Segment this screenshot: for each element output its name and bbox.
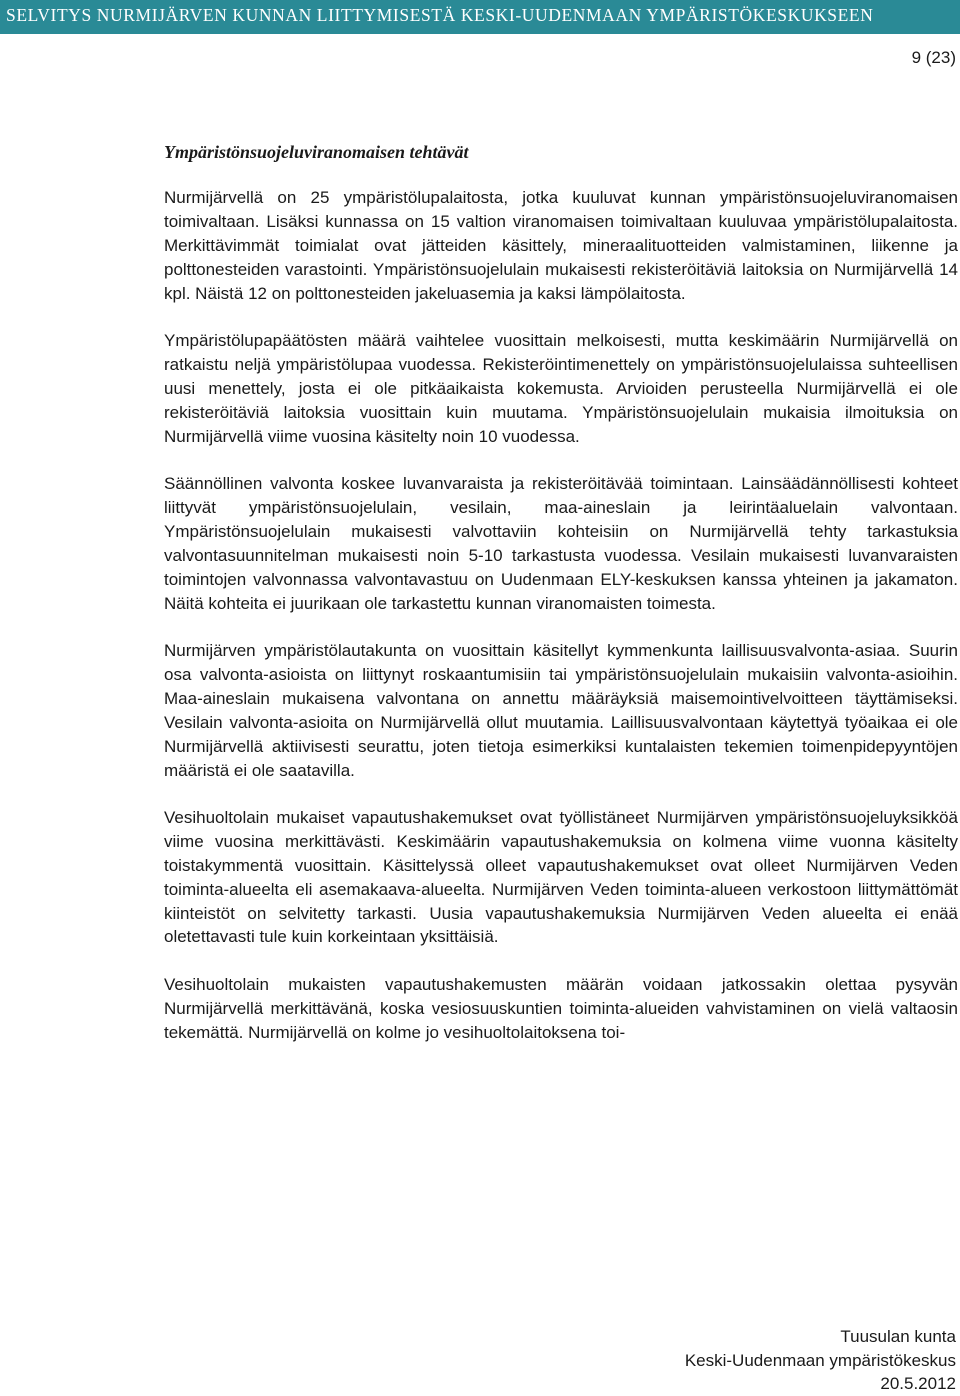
paragraph-4: Nurmijärven ympäristölautakunta on vuosittain käsitellyt kymmenkunta laillisuusvalvonta-asiaa. Suurin osa valvonta-asioista on liittynyt roskaantumisiin tai ympäristönsuojelulain mukaisiin valvonta-asioihin. Maa-aineslain mukaisena valvontana on annettu määräyksiä maisemointivelvoitteen täyttämiseksi. Vesilain valvonta-asioita on Nurmijärvellä ollut muutamia. Laillisuusvalvontaan käytettyä työaikaa ei ole Nurmijärvellä aktiivisesti seurattu, joten tietoja esimerkiksi kuntalaisten tekemien toimenpidepyyntöjen määristä ei ole saatavilla. (164, 641, 958, 780)
footer-organization: Keski-Uudenmaan ympäristökeskus (684, 1350, 956, 1370)
header-band (0, 0, 960, 34)
paragraph-6: Vesihuoltolain mukaisten vapautushakemusten määrän voidaan jatkossakin olettaa pysyvän Nurmijärvellä merkittävänä, koska vesiosuuskuntien toiminta-alueiden vahvistaminen on vielä valtaosin tekemättä. Nurmijärvellä on kolme jo vesihuoltolaitoksena toi- (164, 974, 958, 1042)
page-number: 9 (23) (911, 48, 956, 67)
paragraph-2: Ympäristölupapäätösten määrä vaihtelee vuosittain melkoisesti, mutta keskimäärin Nurmijärvellä on ratkaistu neljä ympäristölupaa vuodessa. Rekisteröintimenettely on ympäristönsuojelulaissa suhteellisen uusi menettely, josta ei ole pitkäaikaista kokemusta. Arvioiden perusteella Nurmijärvellä ei ole rekisteröitäviä laitoksia vuosittain kuin muutama. Ympäristönsuojelulain mukaisia ilmoituksia on Nurmijärvellä viime vuosina käsitelty noin 10 vuodessa. (164, 331, 958, 446)
footer-municipality: Tuusulan kunta (840, 1327, 956, 1346)
paragraph-1: Nurmijärvellä on 25 ympäristölupalaitosta, jotka kuuluvat kunnan ympäristönsuojeluviranomaisen toimivaltaan. Lisäksi kunnassa on 15 valtion viranomaisen toimivaltaan kuuluvaa ympäristölupalaitosta. Merkittävimmät toimialat ovat jätteiden käsittely, mineraalituotteiden valmistaminen, liikenne ja polttonesteiden varastointi. Ympäristönsuojelulain mukaisesti rekisteröitäviä laitoksia on Nurmijärvellä 14 kpl. Näistä 12 on polttonesteiden jakeluasemia ja kaksi lämpölaitosta. (164, 188, 958, 303)
paragraph-3: Säännöllinen valvonta koskee luvanvaraista ja rekisteröitävää toimintaan. Lainsäädännöllisesti kohteet liittyvät ympäristönsuojelulain, vesilain, maa-aineslain ja leirintäaluelain valvontaan. Ympäristönsuojelulain mukaisesti valvottaviin kohteisiin on Nurmijärvellä tehty tarkastuksia valvontasuunnitelman mukaisesti noin 5-10 tarkastusta vuodessa. Vesilain mukaisesti luvanvaraisten toimintojen valvonnassa valvontavastuu on Uudenmaan ELY-keskuksen kanssa yhteinen ja jakamaton. Näitä kohteita ei juurikaan ole tarkastettu kunnan viranomaisten toimesta. (164, 474, 958, 613)
page-footer (685, 1325, 956, 1396)
document-header-title: SELVITYS NURMIJÄRVEN KUNNAN LIITTYMISESTÄ KESKI-UUDENMAAN YMPÄRISTÖKESKUKSEEN (6, 5, 874, 25)
main-content (164, 140, 958, 1068)
paragraph-5: Vesihuoltolain mukaiset vapautushakemukset ovat työllistäneet Nurmijärven ympäristönsuojeluyksikköä viime vuosina merkittävästi. Keskimäärin vapautushakemuksia on kolmena viime vuonna käsitelty toistakymmentä vuosittain. Käsittelyssä olleet vapautushakemukset ovat olleet Nurmijärven Veden toiminta-alueelta eli asemakaava-alueelta. Nurmijärven Veden toiminta-alueen verkostoon liittymättömät kiinteistöt on selvitetty tarkasti. Uusia vapautushakemuksia Nurmijärven Veden alueelta ei enää oletettavasti tule kuin korkeintaan yksittäisiä. (164, 807, 958, 947)
section-title: Ympäristönsuojeluviranomaisen tehtävät (164, 142, 469, 162)
footer-date: 20.5.2012 (880, 1374, 956, 1393)
